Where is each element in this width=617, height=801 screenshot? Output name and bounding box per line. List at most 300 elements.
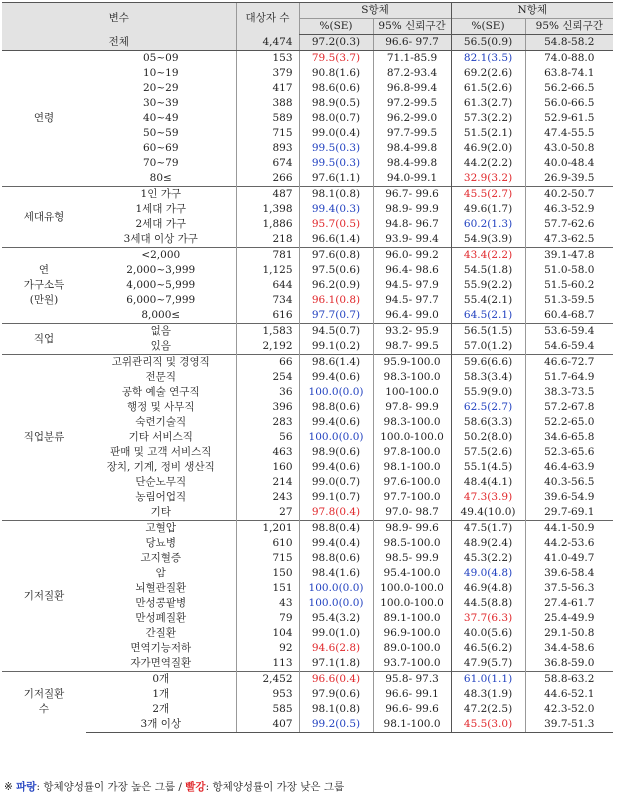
s-pct: 100.0(0.0): [299, 430, 373, 445]
n-ci: 29.7-69.1: [525, 505, 613, 521]
row-label: 뇌혈관질환: [135, 582, 187, 594]
n-ci: 54.6-59.4: [525, 339, 613, 355]
s-pct: 99.1(0.2): [299, 339, 373, 355]
header-s-antibody: S항체: [299, 3, 451, 19]
n-pct: 47.3(3.9): [451, 490, 525, 505]
s-ci: 97.0- 98.7: [373, 505, 451, 521]
n-ci: 58.8-63.2: [525, 672, 613, 688]
table-row: [2, 355, 613, 371]
s-pct: 95.7(0.5): [299, 217, 373, 232]
row-label: 장치, 기계, 정비 생산직: [106, 461, 215, 473]
group-label: 세대유형: [2, 187, 86, 248]
row-label: 고혈압: [86, 521, 236, 537]
n-ci: 41.0-49.7: [525, 551, 613, 566]
s-ci: 97.6-100.0: [373, 475, 451, 490]
s-ci: 93.7-100.0: [373, 656, 451, 672]
table-row: [2, 324, 613, 340]
n-pct: 62.5(2.7): [451, 400, 525, 415]
table-row: [2, 521, 613, 537]
n-pct: 48.3(1.9): [451, 687, 525, 702]
n-pct: 56.5(1.5): [451, 324, 525, 340]
n-count: 153: [236, 51, 299, 67]
total-n-ci: 54.8-58.2: [525, 35, 613, 51]
s-ci: 96.9-100.0: [373, 626, 451, 641]
table-row: [2, 293, 613, 308]
s-pct: 99.2(0.5): [299, 717, 373, 733]
table-row: [2, 141, 613, 156]
n-pct: 61.3(2.7): [451, 96, 525, 111]
footnote: [4, 780, 344, 794]
table-row: [2, 641, 613, 656]
n-ci: 40.2-50.7: [525, 187, 613, 203]
table-row: [2, 51, 613, 67]
s-ci: 97.8-100.0: [373, 445, 451, 460]
n-pct: 55.1(4.5): [451, 460, 525, 475]
s-pct: 100.0(0.0): [299, 385, 373, 400]
s-pct: 97.6(1.1): [299, 171, 373, 187]
s-ci: 97.2-99.5: [373, 96, 451, 111]
s-pct: 98.8(0.6): [299, 551, 373, 566]
table-row: [2, 111, 613, 126]
s-pct: 95.4(3.2): [299, 611, 373, 626]
table-row: [2, 490, 613, 505]
n-pct: 49.6(1.7): [451, 202, 525, 217]
n-ci: 56.2-66.5: [525, 81, 613, 96]
row-label: 2개: [152, 703, 170, 715]
row-label: 숙련기술직: [135, 416, 187, 428]
row-label: 만성콩팥병: [135, 597, 187, 609]
s-pct: 97.1(1.8): [299, 656, 373, 672]
n-pct: 60.2(1.3): [451, 217, 525, 232]
s-pct: 100.0(0.0): [299, 596, 373, 611]
n-count: 379: [236, 66, 299, 81]
n-ci: 27.4-61.7: [525, 596, 613, 611]
s-ci: 100.0-100.0: [373, 596, 451, 611]
s-ci: 98.1-100.0: [373, 460, 451, 475]
s-pct: 98.8(0.4): [299, 521, 373, 537]
row-label: 기타 서비스직: [128, 431, 193, 443]
table-row: [2, 430, 613, 445]
n-ci: 40.0-48.4: [525, 156, 613, 171]
n-ci: 51.0-58.0: [525, 263, 613, 278]
n-pct: 58.3(3.4): [451, 370, 525, 385]
footnote-blue-text: : 항체양성률이 가장 높은 그룹 /: [36, 781, 186, 793]
row-label: 3세대 이상 가구: [123, 233, 198, 245]
row-label: 전문직: [145, 371, 176, 383]
total-n-pct: 56.5(0.9): [451, 35, 525, 51]
n-ci: 57.7-62.6: [525, 217, 613, 232]
row-label: 암: [155, 567, 166, 579]
n-count: 487: [236, 187, 299, 203]
n-ci: 52.2-65.0: [525, 415, 613, 430]
s-pct: 98.0(0.7): [299, 111, 373, 126]
row-label: 없음: [86, 324, 236, 340]
s-ci: 98.5- 99.9: [373, 551, 451, 566]
footnote-blue-key: 파랑: [16, 781, 37, 793]
table-row: [2, 415, 613, 430]
s-pct: 96.6(0.4): [299, 672, 373, 688]
table-row: [2, 156, 613, 171]
header-s-pct: %(SE): [299, 19, 373, 35]
row-label: 간질환: [145, 627, 176, 639]
n-ci: 60.4-68.7: [525, 308, 613, 324]
table-row: [2, 278, 613, 293]
n-pct: 50.2(8.0): [451, 430, 525, 445]
table-row: [2, 248, 613, 264]
n-ci: 26.9-39.5: [525, 171, 613, 187]
s-pct: 98.1(0.8): [299, 187, 373, 203]
row-label: 4,000~5,999: [126, 279, 196, 291]
table-row: [2, 505, 613, 521]
n-pct: 48.4(4.1): [451, 475, 525, 490]
n-pct: 45.5(2.7): [451, 187, 525, 203]
table-row: [2, 551, 613, 566]
s-pct: 98.9(0.5): [299, 96, 373, 111]
table-row: [2, 687, 613, 702]
table-row: [2, 656, 613, 672]
table-row: [2, 717, 613, 733]
total-row: [2, 35, 613, 51]
n-count: 113: [236, 656, 299, 672]
footnote-prefix: ※: [4, 781, 17, 793]
s-pct: 94.5(0.7): [299, 324, 373, 340]
table-row: [2, 566, 613, 581]
table-row: [2, 702, 613, 717]
n-count: 715: [236, 126, 299, 141]
s-pct: 97.7(0.7): [299, 308, 373, 324]
n-count: 1,125: [236, 263, 299, 278]
n-count: 388: [236, 96, 299, 111]
n-count: 396: [236, 400, 299, 415]
total-s-pct: 97.2(0.3): [299, 35, 373, 51]
row-label: 50~59: [142, 127, 179, 139]
n-pct: 46.9(2.0): [451, 141, 525, 156]
table-row: [2, 581, 613, 596]
s-ci: 96.6- 99.6: [373, 702, 451, 717]
s-pct: 99.4(0.3): [299, 202, 373, 217]
s-pct: 100.0(0.0): [299, 581, 373, 596]
n-count: 610: [236, 536, 299, 551]
table-row: [2, 385, 613, 400]
n-pct: 47.2(2.5): [451, 702, 525, 717]
header-n-antibody: N항체: [451, 3, 613, 19]
s-pct: 97.6(0.8): [299, 248, 373, 264]
header-s-ci: 95% 신뢰구간: [373, 19, 451, 35]
n-count: 218: [236, 232, 299, 248]
n-ci: 57.2-67.8: [525, 400, 613, 415]
n-pct: 44.5(8.8): [451, 596, 525, 611]
s-pct: 90.8(1.6): [299, 66, 373, 81]
n-ci: 34.6-65.8: [525, 430, 613, 445]
table-row: [2, 187, 613, 203]
n-pct: 47.5(1.7): [451, 521, 525, 537]
s-ci: 94.5- 97.9: [373, 278, 451, 293]
table-row: [2, 66, 613, 81]
s-ci: 98.3-100.0: [373, 370, 451, 385]
s-pct: 99.1(0.7): [299, 490, 373, 505]
n-pct: 46.9(4.8): [451, 581, 525, 596]
table-row: [2, 202, 613, 217]
table-row: [2, 263, 613, 278]
n-pct: 82.1(3.5): [451, 51, 525, 67]
table-body: [2, 35, 613, 733]
table-row: [2, 81, 613, 96]
s-pct: 99.4(0.6): [299, 370, 373, 385]
group-label: 연령: [33, 112, 55, 124]
s-pct: 99.0(0.7): [299, 475, 373, 490]
row-label: 당뇨병: [145, 537, 176, 549]
table-row: [2, 460, 613, 475]
n-count: 92: [236, 641, 299, 656]
table-row: [2, 308, 613, 324]
s-ci: 94.8- 96.7: [373, 217, 451, 232]
n-pct: 59.6(6.6): [451, 355, 525, 371]
n-ci: 74.0-88.0: [525, 51, 613, 67]
header-n-pct: %(SE): [451, 19, 525, 35]
total-s-ci: 96.6- 97.7: [373, 35, 451, 51]
n-count: 1,398: [236, 202, 299, 217]
s-ci: 100-100.0: [373, 385, 451, 400]
group-label: 직업: [2, 324, 86, 355]
table-row: [2, 611, 613, 626]
row-label: 1개: [152, 688, 170, 700]
header-n-ci: 95% 신뢰구간: [525, 19, 613, 35]
n-count: 1,886: [236, 217, 299, 232]
n-count: 160: [236, 460, 299, 475]
row-label: 8,000≤: [141, 309, 181, 321]
table-row: [2, 96, 613, 111]
n-ci: 39.6-58.4: [525, 566, 613, 581]
footnote-red-text: : 항체양성률이 가장 낮은 그룹: [205, 781, 345, 793]
n-ci: 63.8-74.1: [525, 66, 613, 81]
n-ci: 52.9-61.5: [525, 111, 613, 126]
n-count: 953: [236, 687, 299, 702]
group-label: 기저질환 수: [2, 672, 86, 733]
row-label: 10~19: [142, 67, 179, 79]
n-ci: 46.6-72.7: [525, 355, 613, 371]
s-ci: 89.0-100.0: [373, 641, 451, 656]
n-ci: 37.5-56.3: [525, 581, 613, 596]
group-label: 연 가구소득 (만원): [2, 248, 86, 324]
s-pct: 96.6(1.4): [299, 232, 373, 248]
n-pct: 43.4(2.2): [451, 248, 525, 264]
row-label: 0개: [86, 672, 236, 688]
row-label: 면역기능저하: [130, 642, 192, 654]
n-count: 893: [236, 141, 299, 156]
footnote-red-key: 빨강: [185, 781, 206, 793]
s-ci: 93.9- 99.4: [373, 232, 451, 248]
row-label: 있음: [150, 340, 171, 352]
table-row: [2, 596, 613, 611]
n-count: 2,192: [236, 339, 299, 355]
n-count: 674: [236, 156, 299, 171]
n-count: 734: [236, 293, 299, 308]
s-ci: 95.8- 97.3: [373, 672, 451, 688]
n-pct: 55.4(2.1): [451, 293, 525, 308]
s-ci: 96.6- 99.1: [373, 687, 451, 702]
s-pct: 99.0(1.0): [299, 626, 373, 641]
s-ci: 97.8- 99.9: [373, 400, 451, 415]
n-count: 781: [236, 248, 299, 264]
n-count: 2,452: [236, 672, 299, 688]
s-pct: 98.9(0.6): [299, 445, 373, 460]
table-row: [2, 445, 613, 460]
table-row: [2, 232, 613, 248]
n-ci: 44.2-53.6: [525, 536, 613, 551]
table-row: [2, 475, 613, 490]
n-count: 104: [236, 626, 299, 641]
s-ci: 98.9- 99.6: [373, 521, 451, 537]
n-count: 585: [236, 702, 299, 717]
n-ci: 44.1-50.9: [525, 521, 613, 537]
n-count: 36: [236, 385, 299, 400]
s-ci: 98.1-100.0: [373, 717, 451, 733]
n-ci: 47.3-62.5: [525, 232, 613, 248]
n-pct: 61.5(2.6): [451, 81, 525, 96]
n-ci: 46.3-52.9: [525, 202, 613, 217]
s-ci: 89.1-100.0: [373, 611, 451, 626]
s-pct: 98.1(0.8): [299, 702, 373, 717]
n-pct: 37.7(6.3): [451, 611, 525, 626]
row-label: 6,000~7,999: [126, 294, 196, 306]
s-ci: 96.4- 99.0: [373, 308, 451, 324]
s-ci: 98.4-99.8: [373, 141, 451, 156]
s-pct: 96.2(0.9): [299, 278, 373, 293]
s-ci: 96.4- 98.6: [373, 263, 451, 278]
s-pct: 98.6(1.4): [299, 355, 373, 371]
s-ci: 93.2- 95.9: [373, 324, 451, 340]
row-label: 30~39: [142, 97, 179, 109]
row-label: 행정 및 사무직: [126, 401, 195, 413]
n-count: 417: [236, 81, 299, 96]
row-label: 고위관리직 및 경영직: [86, 355, 236, 371]
header-variable: 변수: [2, 3, 236, 35]
s-ci: 98.4-99.8: [373, 156, 451, 171]
n-pct: 49.0(4.8): [451, 566, 525, 581]
n-count: 254: [236, 370, 299, 385]
table-row: [2, 126, 613, 141]
n-count: 66: [236, 355, 299, 371]
n-ci: 51.7-64.9: [525, 370, 613, 385]
s-pct: 97.8(0.4): [299, 505, 373, 521]
n-ci: 39.6-54.9: [525, 490, 613, 505]
n-pct: 48.9(2.4): [451, 536, 525, 551]
s-ci: 94.5- 97.7: [373, 293, 451, 308]
s-pct: 99.5(0.3): [299, 156, 373, 171]
n-ci: 39.7-51.3: [525, 717, 613, 733]
n-pct: 55.9(9.0): [451, 385, 525, 400]
n-pct: 44.2(2.2): [451, 156, 525, 171]
group-label: 직업분류: [2, 355, 86, 521]
n-ci: 51.3-59.5: [525, 293, 613, 308]
s-pct: 94.6(2.8): [299, 641, 373, 656]
header-n: 대상자 수: [236, 3, 299, 35]
s-ci: 94.0-99.1: [373, 171, 451, 187]
s-pct: 96.1(0.8): [299, 293, 373, 308]
row-label: 기타: [150, 506, 171, 518]
n-count: 407: [236, 717, 299, 733]
n-ci: 43.0-50.8: [525, 141, 613, 156]
n-pct: 57.0(1.2): [451, 339, 525, 355]
s-ci: 96.0- 99.2: [373, 248, 451, 264]
n-pct: 51.5(2.1): [451, 126, 525, 141]
s-pct: 79.5(3.7): [299, 51, 373, 67]
s-pct: 99.4(0.6): [299, 460, 373, 475]
n-count: 283: [236, 415, 299, 430]
antibody-positivity-table: [2, 2, 613, 733]
s-ci: 98.7- 99.5: [373, 339, 451, 355]
s-ci: 98.9- 99.9: [373, 202, 451, 217]
n-pct: 54.5(1.8): [451, 263, 525, 278]
row-label: 고지혈증: [140, 552, 182, 564]
s-ci: 98.3-100.0: [373, 415, 451, 430]
row-label: 05~09: [142, 52, 179, 64]
s-ci: 96.8-99.4: [373, 81, 451, 96]
n-count: 243: [236, 490, 299, 505]
n-pct: 32.9(3.2): [451, 171, 525, 187]
n-count: 56: [236, 430, 299, 445]
n-count: 1,201: [236, 521, 299, 537]
table-row: [2, 339, 613, 355]
table-row: [2, 672, 613, 688]
s-pct: 97.9(0.6): [299, 687, 373, 702]
n-ci: 40.3-56.5: [525, 475, 613, 490]
n-count: 266: [236, 171, 299, 187]
n-pct: 47.9(5.7): [451, 656, 525, 672]
total-n: 4,474: [236, 35, 299, 51]
total-label: 전체: [2, 35, 236, 51]
s-ci: 71.1-85.9: [373, 51, 451, 67]
n-count: 1,583: [236, 324, 299, 340]
s-ci: 100.0-100.0: [373, 430, 451, 445]
n-count: 214: [236, 475, 299, 490]
n-count: 43: [236, 596, 299, 611]
s-ci: 95.4-100.0: [373, 566, 451, 581]
n-pct: 57.3(2.2): [451, 111, 525, 126]
row-label: 40~49: [142, 112, 179, 124]
table-row: [2, 217, 613, 232]
n-ci: 42.3-52.0: [525, 702, 613, 717]
row-label: 1인 가구: [86, 187, 236, 203]
s-ci: 96.2-99.0: [373, 111, 451, 126]
table-row: [2, 171, 613, 187]
n-pct: 40.0(5.6): [451, 626, 525, 641]
row-label: <2,000: [86, 248, 236, 264]
n-ci: 56.0-66.5: [525, 96, 613, 111]
n-ci: 44.6-52.1: [525, 687, 613, 702]
n-pct: 45.5(3.0): [451, 717, 525, 733]
n-pct: 45.3(2.2): [451, 551, 525, 566]
row-label: 단순노무직: [135, 476, 187, 488]
n-ci: 46.4-63.9: [525, 460, 613, 475]
n-ci: 29.1-50.8: [525, 626, 613, 641]
n-count: 589: [236, 111, 299, 126]
s-pct: 99.4(0.6): [299, 415, 373, 430]
n-ci: 38.3-73.5: [525, 385, 613, 400]
s-pct: 99.0(0.4): [299, 126, 373, 141]
table-row: [2, 536, 613, 551]
s-ci: 98.5-100.0: [373, 536, 451, 551]
row-label: 70~79: [142, 157, 179, 169]
n-ci: 36.8-59.0: [525, 656, 613, 672]
n-ci: 51.5-60.2: [525, 278, 613, 293]
row-label: 80≤: [149, 172, 172, 184]
s-pct: 98.4(1.6): [299, 566, 373, 581]
n-count: 151: [236, 581, 299, 596]
n-count: 27: [236, 505, 299, 521]
n-count: 463: [236, 445, 299, 460]
s-ci: 87.2-93.4: [373, 66, 451, 81]
